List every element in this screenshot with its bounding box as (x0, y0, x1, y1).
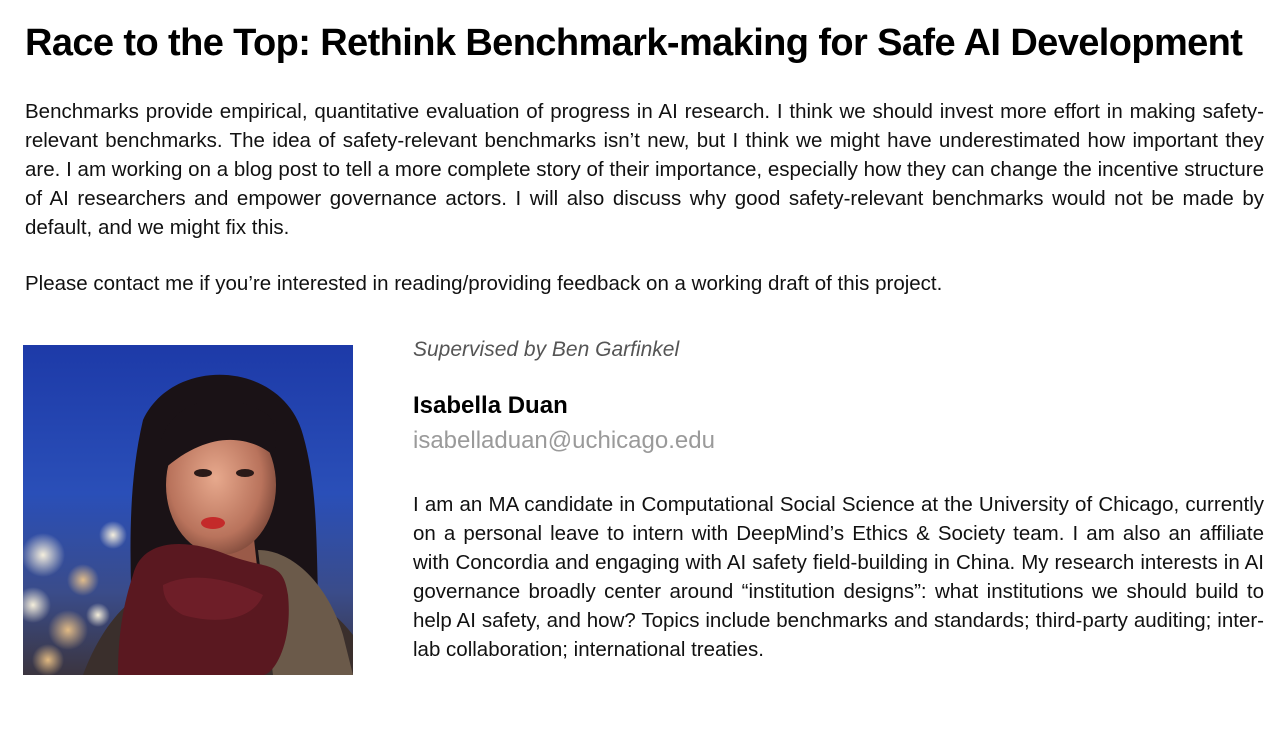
contact-paragraph: Please contact me if you’re interested in reading/providing feedback on a working draft of this project. (25, 272, 943, 295)
author-email-link[interactable]: isabelladuan@uchicago.edu (413, 427, 715, 454)
author-bio: I am an MA candidate in Computational Social Science at the University of Chicago, currently on a personal leave to intern with DeepMind’s Ethics & Society team. I am also an affiliate with Concordia and engaging with AI safety field-building in China. My research interests in AI governance broadly center around “institution designs”: what institutions we should build to help AI safety, and how? Topics include benchmarks and standards; third-party auditing; inter-lab collaboration; international treaties. (413, 493, 1264, 661)
supervisor-line: Supervised by Ben Garfinkel (413, 338, 680, 361)
intro-paragraph: Benchmarks provide empirical, quantitative evaluation of progress in AI research. I think we should invest more effort in making safety-relevant benchmarks. The idea of safety-relevant benchmarks isn’t new, but I think we might have underestimated how important they are. I am working on a blog post to tell a more complete story of their importance, especially how they can change the incentive structure of AI researchers and empower governance actors. I will also discuss why good safety-relevant benchmarks would not be made by default, and we might fix this. (25, 100, 1264, 239)
profile-photo (23, 345, 353, 675)
page-title: Race to the Top: Rethink Benchmark-making for Safe AI Development (25, 22, 1243, 64)
author-name: Isabella Duan (413, 392, 568, 419)
